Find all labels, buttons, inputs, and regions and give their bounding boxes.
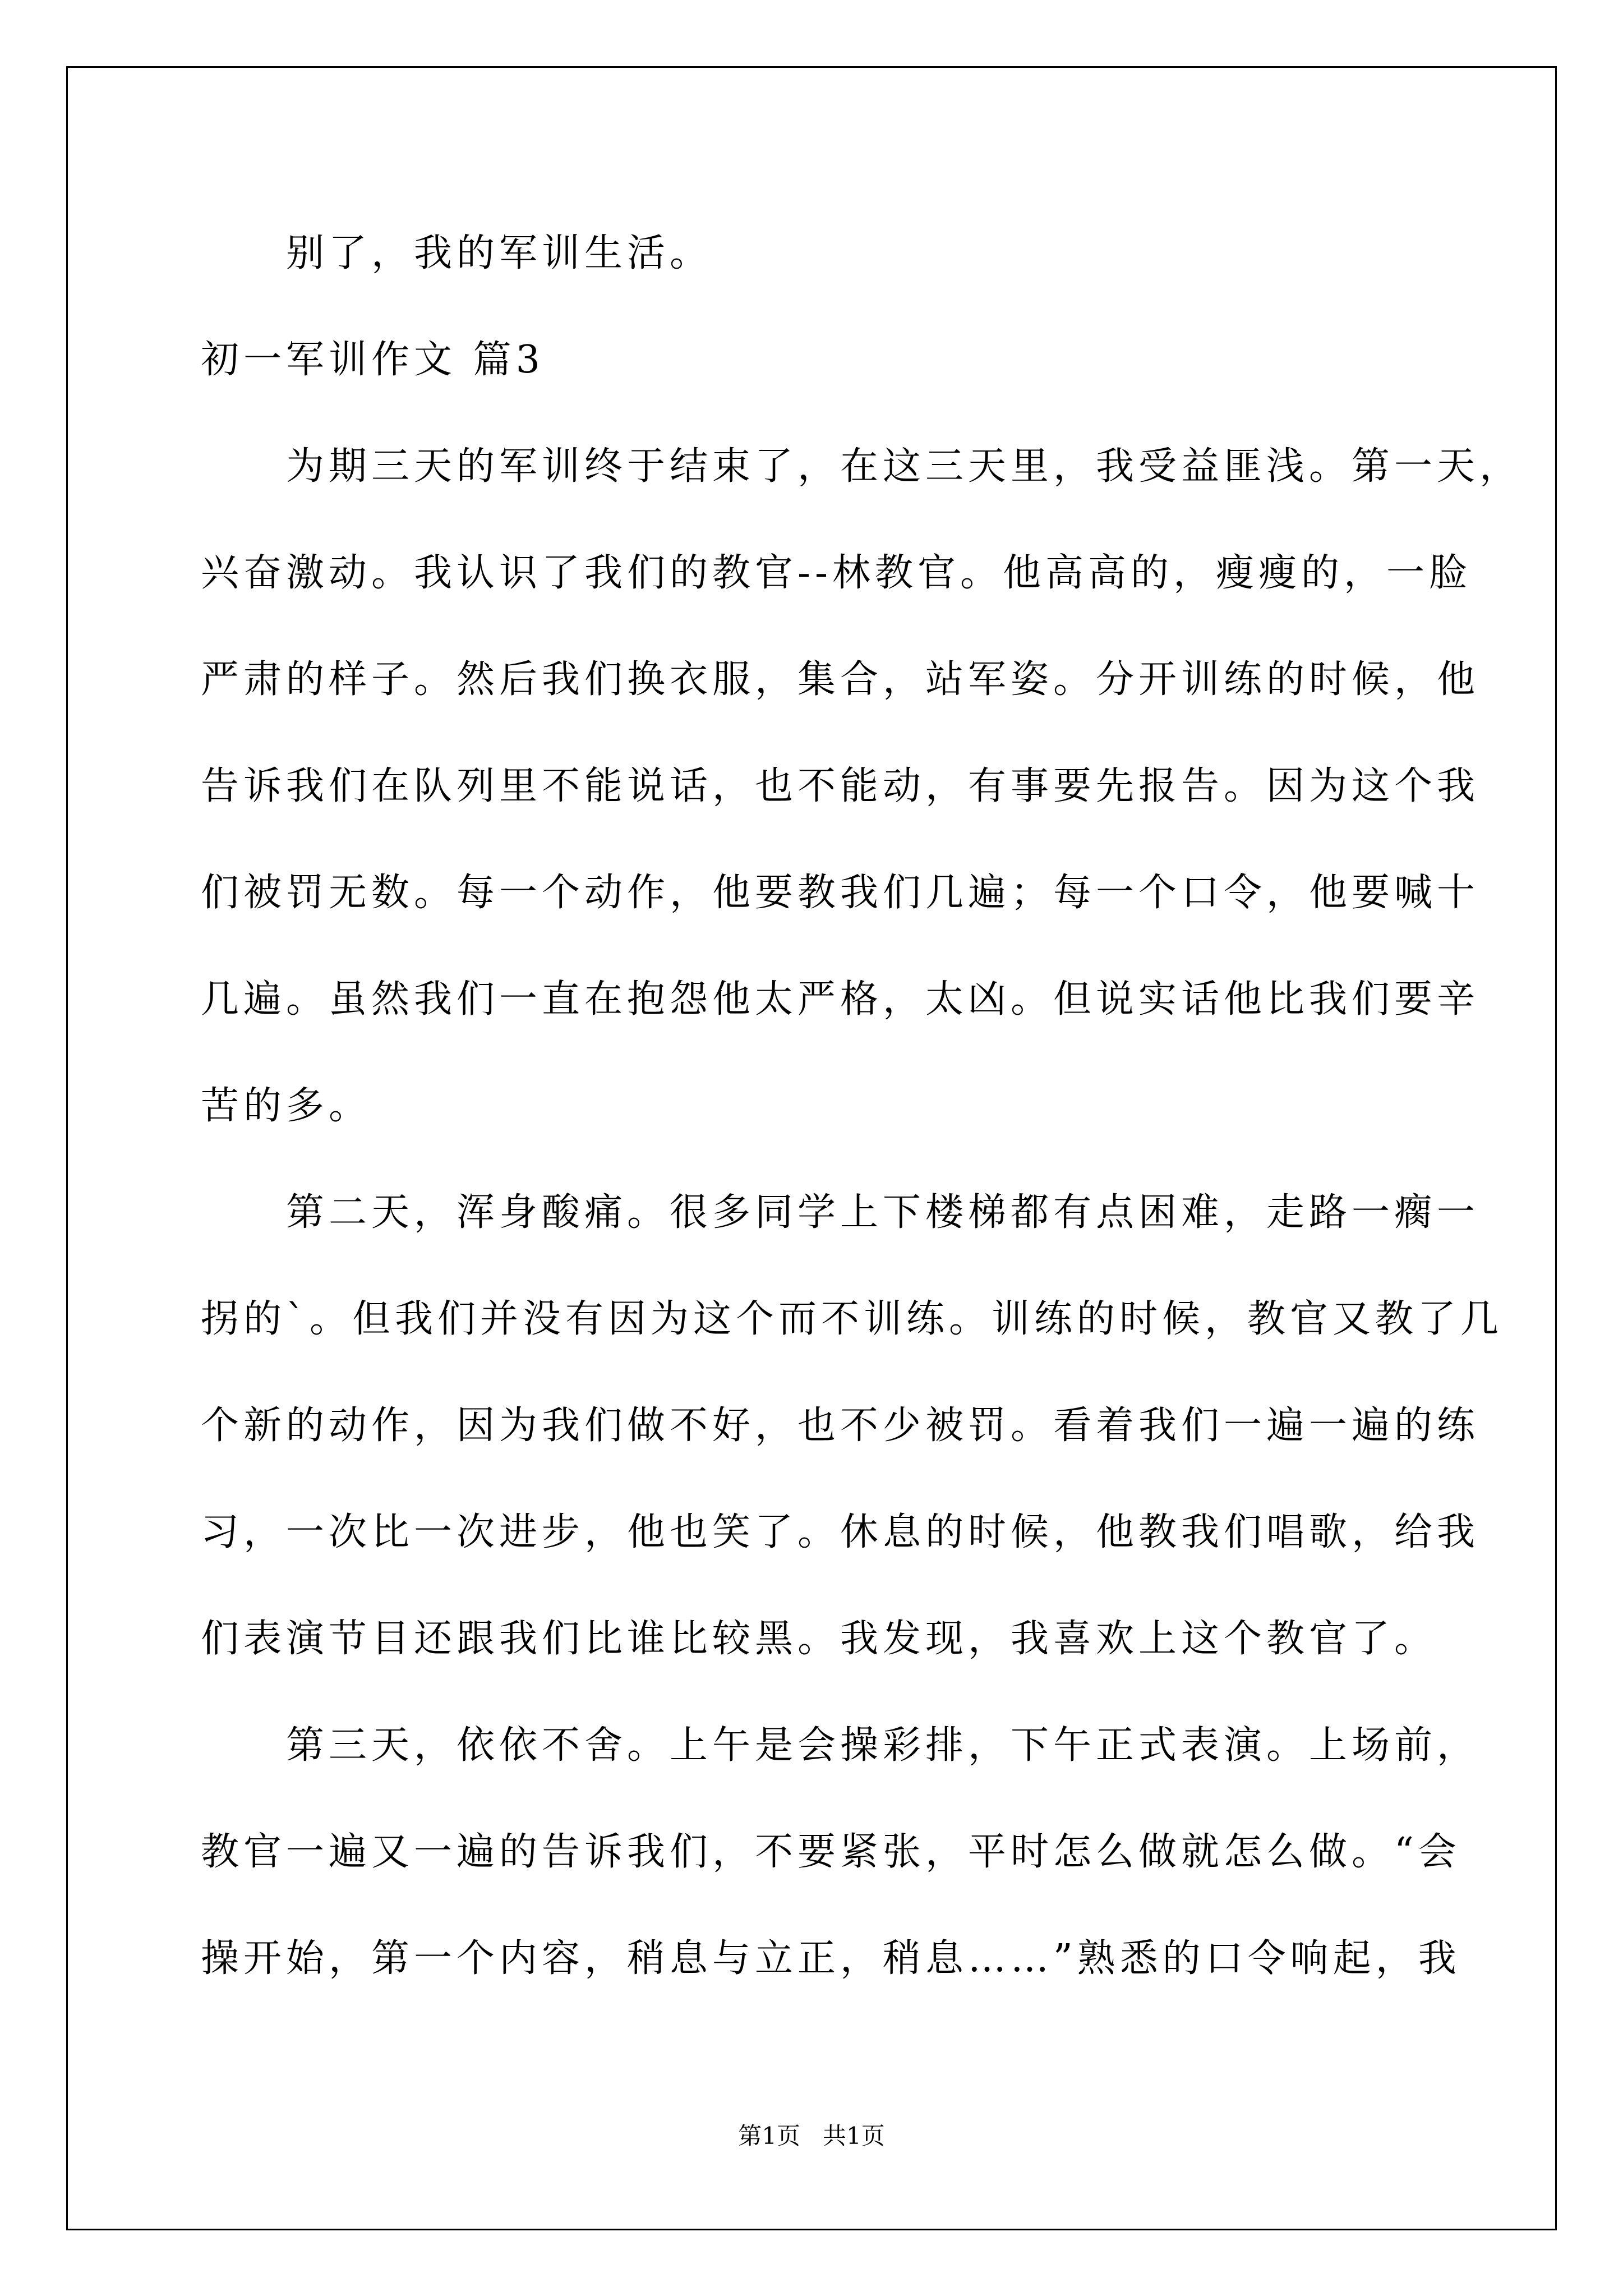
paragraph-line: 习，一次比一次进步，他也笑了。休息的时候，他教我们唱歌，给我 bbox=[201, 1510, 1480, 1554]
paragraph-line: 们被罚无数。每一个动作，他要教我们几遍；每一个口令，他要喊十 bbox=[201, 871, 1480, 915]
paragraph-line: 兴奋激动。我认识了我们的教官--林教官。他高高的，瘦瘦的，一脸 bbox=[201, 551, 1472, 595]
section-heading: 初一军训作文 篇3 bbox=[201, 338, 545, 382]
paragraph-line: 拐的`。但我们并没有因为这个而不训练。训练的时候，教官又教了几 bbox=[201, 1297, 1504, 1341]
paragraph-line: 教官一遍又一遍的告诉我们，不要紧张，平时怎么做就怎么做。“会 bbox=[201, 1830, 1461, 1874]
paragraph-line: 个新的动作，因为我们做不好，也不少被罚。看着我们一遍一遍的练 bbox=[201, 1404, 1480, 1448]
paragraph-line: 几遍。虽然我们一直在抱怨他太严格，太凶。但说实话他比我们要辛 bbox=[201, 977, 1480, 1022]
paragraph-line: 告诉我们在队列里不能说话，也不能动，有事要先报告。因为这个我 bbox=[201, 764, 1480, 808]
paragraph-line: 操开始，第一个内容，稍息与立正，稍息……”熟悉的口令响起，我 bbox=[201, 1936, 1461, 1981]
paragraph-line: 们表演节目还跟我们比谁比较黑。我发现，我喜欢上这个教官了。 bbox=[201, 1617, 1437, 1661]
paragraph-line: 严肃的样子。然后我们换衣服，集合，站军姿。分开训练的时候，他 bbox=[201, 657, 1480, 702]
paragraph-line: 为期三天的军训终于结束了，在这三天里，我受益匪浅。第一天， bbox=[286, 444, 1523, 489]
page-border bbox=[66, 66, 1557, 2230]
paragraph-line: 第三天，依依不舍。上午是会操彩排，下午正式表演。上场前， bbox=[286, 1723, 1480, 1768]
page-footer: 第1页 共1页 bbox=[738, 2122, 885, 2150]
paragraph-line: 苦的多。 bbox=[201, 1084, 372, 1128]
closing-line: 别了，我的军训生活。 bbox=[286, 231, 713, 275]
paragraph-line: 第二天，浑身酸痛。很多同学上下楼梯都有点困难，走路一瘸一 bbox=[286, 1190, 1480, 1235]
